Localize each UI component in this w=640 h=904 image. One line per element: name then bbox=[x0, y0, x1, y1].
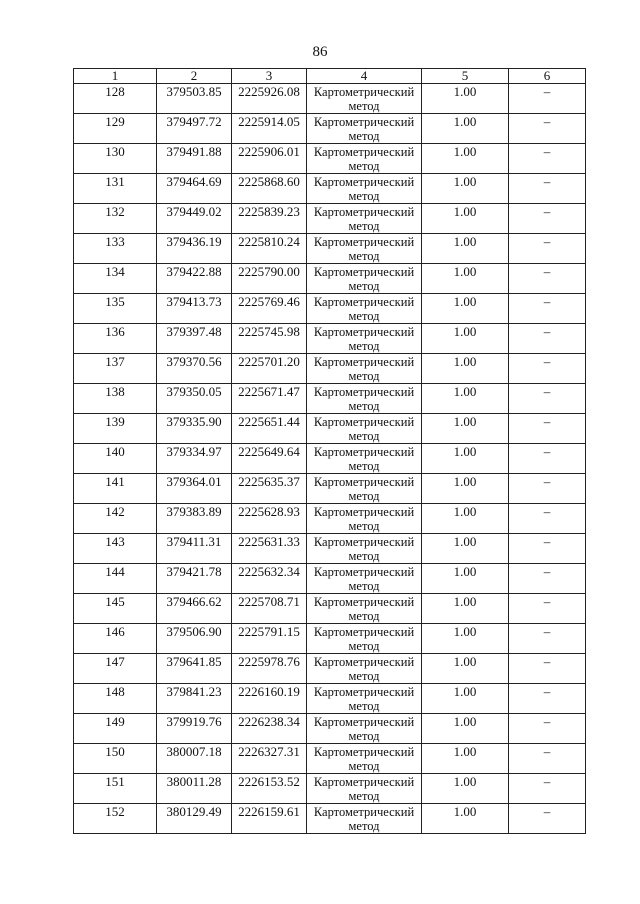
table-row bbox=[74, 234, 586, 264]
note-cell: – bbox=[509, 804, 586, 834]
note-cell: – bbox=[509, 534, 586, 564]
method-cell: Картометрический метод bbox=[307, 114, 422, 144]
note-cell: – bbox=[509, 324, 586, 354]
note-cell: – bbox=[509, 384, 586, 414]
point-number-cell: 139 bbox=[74, 414, 157, 444]
x-coordinate-cell: 379397.48 bbox=[157, 324, 232, 354]
point-number-cell: 134 bbox=[74, 264, 157, 294]
x-coordinate-cell: 379364.01 bbox=[157, 474, 232, 504]
y-coordinate-cell: 2225631.33 bbox=[232, 534, 307, 564]
accuracy-cell: 1.00 bbox=[422, 204, 509, 234]
point-number-cell: 151 bbox=[74, 774, 157, 804]
accuracy-cell: 1.00 bbox=[422, 324, 509, 354]
x-coordinate-cell: 379503.85 bbox=[157, 84, 232, 114]
note-cell: – bbox=[509, 234, 586, 264]
method-cell: Картометрический метод bbox=[307, 684, 422, 714]
y-coordinate-cell: 2225635.37 bbox=[232, 474, 307, 504]
method-cell: Картометрический метод bbox=[307, 594, 422, 624]
table-row bbox=[74, 684, 586, 714]
table-row bbox=[74, 414, 586, 444]
y-coordinate-cell: 2226160.19 bbox=[232, 684, 307, 714]
accuracy-cell: 1.00 bbox=[422, 564, 509, 594]
point-number-cell: 152 bbox=[74, 804, 157, 834]
table-row bbox=[74, 204, 586, 234]
table-row bbox=[74, 354, 586, 384]
y-coordinate-cell: 2225791.15 bbox=[232, 624, 307, 654]
table-row bbox=[74, 804, 586, 834]
method-cell: Картометрический метод bbox=[307, 534, 422, 564]
accuracy-cell: 1.00 bbox=[422, 654, 509, 684]
point-number-cell: 133 bbox=[74, 234, 157, 264]
table-row bbox=[74, 324, 586, 354]
x-coordinate-cell: 379421.78 bbox=[157, 564, 232, 594]
y-coordinate-cell: 2225708.71 bbox=[232, 594, 307, 624]
method-cell: Картометрический метод bbox=[307, 714, 422, 744]
x-coordinate-cell: 379449.02 bbox=[157, 204, 232, 234]
note-cell: – bbox=[509, 144, 586, 174]
column-header: 2 bbox=[157, 69, 232, 84]
accuracy-cell: 1.00 bbox=[422, 414, 509, 444]
accuracy-cell: 1.00 bbox=[422, 384, 509, 414]
x-coordinate-cell: 379497.72 bbox=[157, 114, 232, 144]
point-number-cell: 135 bbox=[74, 294, 157, 324]
note-cell: – bbox=[509, 264, 586, 294]
y-coordinate-cell: 2225839.23 bbox=[232, 204, 307, 234]
y-coordinate-cell: 2225628.93 bbox=[232, 504, 307, 534]
x-coordinate-cell: 379919.76 bbox=[157, 714, 232, 744]
point-number-cell: 147 bbox=[74, 654, 157, 684]
note-cell: – bbox=[509, 84, 586, 114]
page-number: 86 bbox=[312, 44, 328, 60]
point-number-cell: 131 bbox=[74, 174, 157, 204]
y-coordinate-cell: 2225649.64 bbox=[232, 444, 307, 474]
note-cell: – bbox=[509, 594, 586, 624]
column-header: 5 bbox=[422, 69, 509, 84]
point-number-cell: 136 bbox=[74, 324, 157, 354]
accuracy-cell: 1.00 bbox=[422, 174, 509, 204]
accuracy-cell: 1.00 bbox=[422, 534, 509, 564]
table-row bbox=[74, 444, 586, 474]
table-row bbox=[74, 84, 586, 114]
y-coordinate-cell: 2226159.61 bbox=[232, 804, 307, 834]
accuracy-cell: 1.00 bbox=[422, 264, 509, 294]
method-cell: Картометрический метод bbox=[307, 474, 422, 504]
x-coordinate-cell: 379383.89 bbox=[157, 504, 232, 534]
point-number-cell: 142 bbox=[74, 504, 157, 534]
y-coordinate-cell: 2225978.76 bbox=[232, 654, 307, 684]
note-cell: – bbox=[509, 774, 586, 804]
accuracy-cell: 1.00 bbox=[422, 504, 509, 534]
note-cell: – bbox=[509, 474, 586, 504]
y-coordinate-cell: 2225790.00 bbox=[232, 264, 307, 294]
table-row bbox=[74, 654, 586, 684]
y-coordinate-cell: 2226327.31 bbox=[232, 744, 307, 774]
accuracy-cell: 1.00 bbox=[422, 714, 509, 744]
method-cell: Картометрический метод bbox=[307, 564, 422, 594]
note-cell: – bbox=[509, 294, 586, 324]
table-body bbox=[74, 84, 586, 834]
note-cell: – bbox=[509, 624, 586, 654]
accuracy-cell: 1.00 bbox=[422, 624, 509, 654]
x-coordinate-cell: 379491.88 bbox=[157, 144, 232, 174]
x-coordinate-cell: 379641.85 bbox=[157, 654, 232, 684]
column-header: 4 bbox=[307, 69, 422, 84]
y-coordinate-cell: 2225914.05 bbox=[232, 114, 307, 144]
table-row bbox=[74, 714, 586, 744]
note-cell: – bbox=[509, 564, 586, 594]
y-coordinate-cell: 2225745.98 bbox=[232, 324, 307, 354]
y-coordinate-cell: 2226238.34 bbox=[232, 714, 307, 744]
method-cell: Картометрический метод bbox=[307, 624, 422, 654]
accuracy-cell: 1.00 bbox=[422, 774, 509, 804]
x-coordinate-cell: 379413.73 bbox=[157, 294, 232, 324]
point-number-cell: 143 bbox=[74, 534, 157, 564]
method-cell: Картометрический метод bbox=[307, 444, 422, 474]
table-row bbox=[74, 144, 586, 174]
accuracy-cell: 1.00 bbox=[422, 234, 509, 264]
point-number-cell: 132 bbox=[74, 204, 157, 234]
column-header: 1 bbox=[74, 69, 157, 84]
x-coordinate-cell: 379422.88 bbox=[157, 264, 232, 294]
note-cell: – bbox=[509, 744, 586, 774]
note-cell: – bbox=[509, 504, 586, 534]
accuracy-cell: 1.00 bbox=[422, 804, 509, 834]
y-coordinate-cell: 2225701.20 bbox=[232, 354, 307, 384]
note-cell: – bbox=[509, 354, 586, 384]
note-cell: – bbox=[509, 414, 586, 444]
note-cell: – bbox=[509, 714, 586, 744]
method-cell: Картометрический метод bbox=[307, 84, 422, 114]
accuracy-cell: 1.00 bbox=[422, 114, 509, 144]
point-number-cell: 140 bbox=[74, 444, 157, 474]
point-number-cell: 129 bbox=[74, 114, 157, 144]
y-coordinate-cell: 2225906.01 bbox=[232, 144, 307, 174]
x-coordinate-cell: 379411.31 bbox=[157, 534, 232, 564]
table-row bbox=[74, 294, 586, 324]
method-cell: Картометрический метод bbox=[307, 234, 422, 264]
accuracy-cell: 1.00 bbox=[422, 294, 509, 324]
accuracy-cell: 1.00 bbox=[422, 444, 509, 474]
column-header: 6 bbox=[509, 69, 586, 84]
accuracy-cell: 1.00 bbox=[422, 144, 509, 174]
method-cell: Картометрический метод bbox=[307, 804, 422, 834]
table-row bbox=[74, 624, 586, 654]
x-coordinate-cell: 380007.18 bbox=[157, 744, 232, 774]
y-coordinate-cell: 2226153.52 bbox=[232, 774, 307, 804]
x-coordinate-cell: 379841.23 bbox=[157, 684, 232, 714]
x-coordinate-cell: 379334.97 bbox=[157, 444, 232, 474]
accuracy-cell: 1.00 bbox=[422, 744, 509, 774]
y-coordinate-cell: 2225632.34 bbox=[232, 564, 307, 594]
table-row bbox=[74, 384, 586, 414]
method-cell: Картометрический метод bbox=[307, 414, 422, 444]
point-number-cell: 141 bbox=[74, 474, 157, 504]
accuracy-cell: 1.00 bbox=[422, 354, 509, 384]
table-header-row bbox=[74, 69, 586, 84]
x-coordinate-cell: 380129.49 bbox=[157, 804, 232, 834]
method-cell: Картометрический метод bbox=[307, 294, 422, 324]
note-cell: – bbox=[509, 444, 586, 474]
x-coordinate-cell: 379506.90 bbox=[157, 624, 232, 654]
point-number-cell: 149 bbox=[74, 714, 157, 744]
y-coordinate-cell: 2225651.44 bbox=[232, 414, 307, 444]
table-row bbox=[74, 564, 586, 594]
note-cell: – bbox=[509, 174, 586, 204]
table-row bbox=[74, 534, 586, 564]
point-number-cell: 144 bbox=[74, 564, 157, 594]
point-number-cell: 150 bbox=[74, 744, 157, 774]
y-coordinate-cell: 2225926.08 bbox=[232, 84, 307, 114]
note-cell: – bbox=[509, 204, 586, 234]
method-cell: Картометрический метод bbox=[307, 774, 422, 804]
x-coordinate-cell: 379466.62 bbox=[157, 594, 232, 624]
accuracy-cell: 1.00 bbox=[422, 594, 509, 624]
table-row bbox=[74, 264, 586, 294]
method-cell: Картометрический метод bbox=[307, 354, 422, 384]
point-number-cell: 138 bbox=[74, 384, 157, 414]
method-cell: Картометрический метод bbox=[307, 144, 422, 174]
point-number-cell: 130 bbox=[74, 144, 157, 174]
method-cell: Картометрический метод bbox=[307, 264, 422, 294]
table-row bbox=[74, 504, 586, 534]
note-cell: – bbox=[509, 114, 586, 144]
x-coordinate-cell: 379335.90 bbox=[157, 414, 232, 444]
table-row bbox=[74, 744, 586, 774]
method-cell: Картометрический метод bbox=[307, 204, 422, 234]
y-coordinate-cell: 2225810.24 bbox=[232, 234, 307, 264]
x-coordinate-cell: 379436.19 bbox=[157, 234, 232, 264]
x-coordinate-cell: 379370.56 bbox=[157, 354, 232, 384]
column-header: 3 bbox=[232, 69, 307, 84]
note-cell: – bbox=[509, 654, 586, 684]
method-cell: Картометрический метод bbox=[307, 324, 422, 354]
accuracy-cell: 1.00 bbox=[422, 684, 509, 714]
table-row bbox=[74, 774, 586, 804]
method-cell: Картометрический метод bbox=[307, 744, 422, 774]
accuracy-cell: 1.00 bbox=[422, 84, 509, 114]
accuracy-cell: 1.00 bbox=[422, 474, 509, 504]
y-coordinate-cell: 2225769.46 bbox=[232, 294, 307, 324]
coordinates-table bbox=[73, 68, 586, 834]
point-number-cell: 146 bbox=[74, 624, 157, 654]
point-number-cell: 145 bbox=[74, 594, 157, 624]
y-coordinate-cell: 2225868.60 bbox=[232, 174, 307, 204]
x-coordinate-cell: 379464.69 bbox=[157, 174, 232, 204]
table-row bbox=[74, 594, 586, 624]
table-row bbox=[74, 474, 586, 504]
method-cell: Картометрический метод bbox=[307, 174, 422, 204]
point-number-cell: 137 bbox=[74, 354, 157, 384]
note-cell: – bbox=[509, 684, 586, 714]
method-cell: Картометрический метод bbox=[307, 654, 422, 684]
table-row bbox=[74, 114, 586, 144]
point-number-cell: 128 bbox=[74, 84, 157, 114]
method-cell: Картометрический метод bbox=[307, 504, 422, 534]
table-row bbox=[74, 174, 586, 204]
x-coordinate-cell: 380011.28 bbox=[157, 774, 232, 804]
method-cell: Картометрический метод bbox=[307, 384, 422, 414]
x-coordinate-cell: 379350.05 bbox=[157, 384, 232, 414]
point-number-cell: 148 bbox=[74, 684, 157, 714]
y-coordinate-cell: 2225671.47 bbox=[232, 384, 307, 414]
